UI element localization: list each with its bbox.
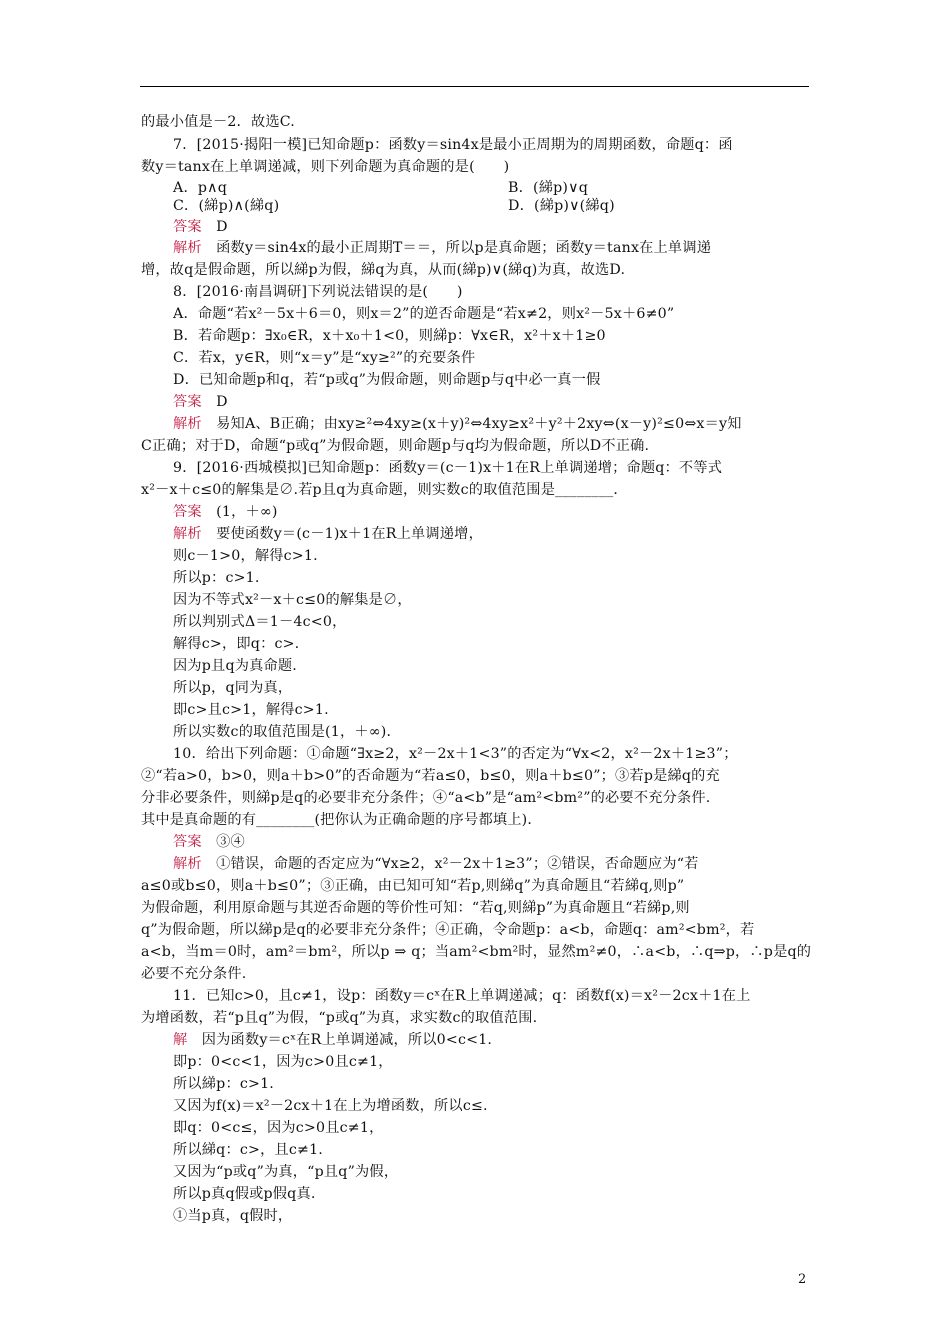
line-text: 为假命题，利用原命题与其逆否命题的等价性可知：“若q,则綈p”为真命题且“若綈p,则 — [141, 900, 690, 916]
text-line — [141, 157, 509, 177]
answer-label: 解 — [173, 1032, 188, 1048]
text-line — [173, 348, 475, 368]
line-text: 即q：0<c≤，因为c>0且c≠1， — [173, 1120, 384, 1136]
line-text: 又因为“p或q”为真，“p且q”为假， — [173, 1164, 399, 1180]
line-text: 即p：0<c<1，因为c>0且c≠1， — [173, 1054, 393, 1070]
text-line — [141, 788, 710, 808]
answer-label: 答案 — [173, 504, 202, 520]
line-text: 即c>且c>1，解得c>1. — [173, 702, 329, 718]
text-line — [141, 876, 684, 896]
line-text: a≤0或b≤0，则a＋b≤0”；③正确，由已知可知“若p,则綈q”为真命题且“若綈q,则p” — [141, 878, 685, 894]
text-line — [173, 744, 738, 764]
line-text: 增，故q是假命题，所以綈p为假，綈q为真，从而(綈p)∨(綈q)为真，故选D. — [141, 262, 626, 278]
text-line — [173, 634, 299, 654]
text-line — [173, 392, 228, 412]
answer-label: 解析 — [173, 416, 202, 432]
text-line — [173, 458, 722, 478]
text-line — [173, 832, 245, 852]
text-line — [173, 1162, 398, 1182]
text-line — [173, 1184, 316, 1204]
line-text: 数y＝tanx在上单调递减，则下列命题为真命题的是( ) — [141, 159, 510, 175]
text-line — [173, 1052, 393, 1072]
text-line — [173, 238, 711, 258]
line-text: D — [201, 219, 228, 235]
line-text: C．(綈p)∧(綈q) — [173, 198, 280, 214]
line-text: 函数y＝sin4x的最小正周期T＝＝，所以p是真命题；函数y＝tanx在上单调递 — [201, 240, 712, 256]
text-line — [508, 178, 588, 198]
line-text: B．若命题p：∃x₀∈R，x＋x₀＋1<0，则綈p：∀x∈R，x²＋x＋1≥0 — [173, 328, 606, 344]
text-line — [141, 942, 811, 962]
answer-label: 解析 — [173, 526, 202, 542]
answer-label: 答案 — [173, 394, 202, 410]
text-line — [141, 260, 625, 280]
text-line — [173, 700, 329, 720]
line-text: 所以p，q同为真， — [173, 680, 293, 696]
text-line — [141, 898, 690, 918]
line-text: 为增函数，若“p且q”为假，“p或q”为真，求实数c的取值范围. — [141, 1010, 538, 1026]
line-text: 必要不充分条件. — [141, 966, 247, 982]
text-line — [173, 196, 279, 216]
line-text: 所以p真q假或p假q真. — [173, 1186, 316, 1202]
text-line — [173, 282, 463, 302]
line-text: x²－x＋c≤0的解集是∅.若p且q为真命题，则实数c的取值范围是________． — [141, 482, 628, 498]
text-line — [141, 920, 754, 940]
line-text: D．已知命题p和q，若“p或q”为假命题，则命题p与q中必一真一假 — [173, 372, 601, 388]
line-text: 所以p：c>1. — [173, 570, 260, 586]
line-text: 分非必要条件，则綈p是q的必要非充分条件；④“a<b”是“am²<bm²”的必要不充分条件. — [141, 790, 711, 806]
text-line — [173, 1118, 383, 1138]
line-text: q”为假命题，所以綈p是q的必要非充分条件；④正确，令命题p：a<b，命题q：am²<bm²，若 — [141, 922, 755, 938]
text-line — [173, 854, 699, 874]
line-text: 9．[2016·西城模拟]已知命题p：函数y＝(c－1)x＋1在R上单调递增；命题q：不等式 — [173, 460, 723, 476]
line-text: D．(綈p)∨(綈q) — [508, 198, 615, 214]
text-line — [173, 135, 733, 155]
text-line — [173, 1096, 488, 1116]
text-line — [173, 590, 412, 610]
text-line — [173, 1206, 292, 1226]
text-line — [173, 502, 278, 522]
text-line — [173, 546, 318, 566]
answer-label: 解析 — [173, 856, 202, 872]
line-text: (1，＋∞) — [201, 504, 278, 520]
text-line — [173, 304, 674, 324]
text-line — [173, 656, 297, 676]
text-line — [141, 810, 542, 830]
line-text: 的最小值是－2．故选C. — [141, 114, 295, 130]
text-line — [173, 986, 750, 1006]
line-text: B．(綈p)∨q — [508, 180, 589, 196]
text-line — [173, 568, 260, 588]
line-text: ①当p真，q假时， — [173, 1208, 293, 1224]
line-text: a<b，当m＝0时，am²＝bm²，所以p ⇒ q；当am²<bm²时，显然m²≠0，∴a<b，∴q⇒p，∴p是q的 — [141, 944, 812, 960]
line-text: 又因为f(x)＝x²－2cx＋1在上为增函数，所以c≤. — [173, 1098, 488, 1114]
line-text: ③④ — [201, 834, 245, 850]
line-text: 解得c>，即q：c>. — [173, 636, 300, 652]
text-line — [173, 678, 292, 698]
text-line — [173, 178, 227, 198]
line-text: 则c－1>0，解得c>1. — [173, 548, 318, 564]
text-line — [173, 524, 483, 544]
line-text: 所以判别式Δ＝1－4c<0， — [173, 614, 347, 630]
answer-label: 解析 — [173, 240, 202, 256]
line-text: 11．已知c>0，且c≠1，设p：函数y＝cˣ在R上单调递减；q：函数f(x)＝x²－2cx＋1在上 — [173, 988, 751, 1004]
text-line — [141, 964, 246, 984]
line-text: C．若x，y∈R，则“x＝y”是“xy≥²”的充要条件 — [173, 350, 476, 366]
line-text: A．命题“若x²－5x＋6＝0，则x＝2”的逆否命题是“若x≠2，则x²－5x＋6≠0” — [173, 306, 675, 322]
text-line — [141, 436, 649, 456]
text-line — [173, 722, 401, 742]
line-text: 所以綈q：c>，且c≠1. — [173, 1142, 324, 1158]
answer-label: 答案 — [173, 219, 202, 235]
text-line — [141, 1008, 537, 1028]
line-text: 所以实数c的取值范围是(1，＋∞)． — [173, 724, 401, 740]
text-line — [173, 1140, 323, 1160]
answer-label: 答案 — [173, 834, 202, 850]
text-line — [173, 1030, 492, 1050]
line-text: ①错误，命题的否定应为“∀x≥2，x²－2x＋1≥3”；②错误，否命题应为“若 — [201, 856, 699, 872]
line-text: ②“若a>0，b>0，则a＋b>0”的否命题为“若a≤0，b≤0，则a＋b≤0”；③若p是綈q的充 — [141, 768, 720, 784]
line-text: A．p∧q — [173, 180, 227, 196]
text-line — [173, 370, 600, 390]
text-line — [173, 326, 606, 346]
text-line — [141, 766, 720, 786]
text-line — [173, 217, 228, 237]
line-text: C正确；对于D，命题“p或q”为假命题，则命题p与q均为假命题，所以D不正确. — [141, 438, 650, 454]
text-line — [173, 1074, 274, 1094]
page-number: 2 — [798, 1272, 807, 1287]
line-text: 要使函数y＝(c－1)x＋1在R上单调递增， — [201, 526, 483, 542]
text-line — [173, 612, 346, 632]
text-line — [173, 414, 742, 434]
text-line — [141, 480, 628, 500]
line-text: 8．[2016·南昌调研]下列说法错误的是( ) — [173, 284, 463, 300]
line-text: 因为函数y＝cˣ在R上单调递减，所以0<c<1. — [187, 1032, 493, 1048]
line-text: 其中是真命题的有________(把你认为正确命题的序号都填上)． — [141, 812, 542, 828]
line-text: 因为p且q为真命题. — [173, 658, 297, 674]
line-text: 易知A、B正确；由xy≥²⇔4xy≥(x＋y)²⇔4xy≥x²＋y²＋2xy⇔(x－y)²≤0⇔x＝y知 — [201, 416, 742, 432]
line-text: 因为不等式x²－x＋c≤0的解集是∅， — [173, 592, 412, 608]
text-line — [141, 112, 295, 132]
line-text: 所以綈p：c>1. — [173, 1076, 275, 1092]
header-rule — [140, 86, 809, 87]
text-line — [508, 196, 615, 216]
line-text: D — [201, 394, 228, 410]
line-text: 7．[2015·揭阳一模]已知命题p：函数y＝sin4x是最小正周期为的周期函数，命题q：函 — [173, 137, 733, 153]
line-text: 10．给出下列命题：①命题“∃x≥2，x²－2x＋1<3”的否定为“∀x<2，x²－2x＋1≥3”； — [173, 746, 738, 762]
